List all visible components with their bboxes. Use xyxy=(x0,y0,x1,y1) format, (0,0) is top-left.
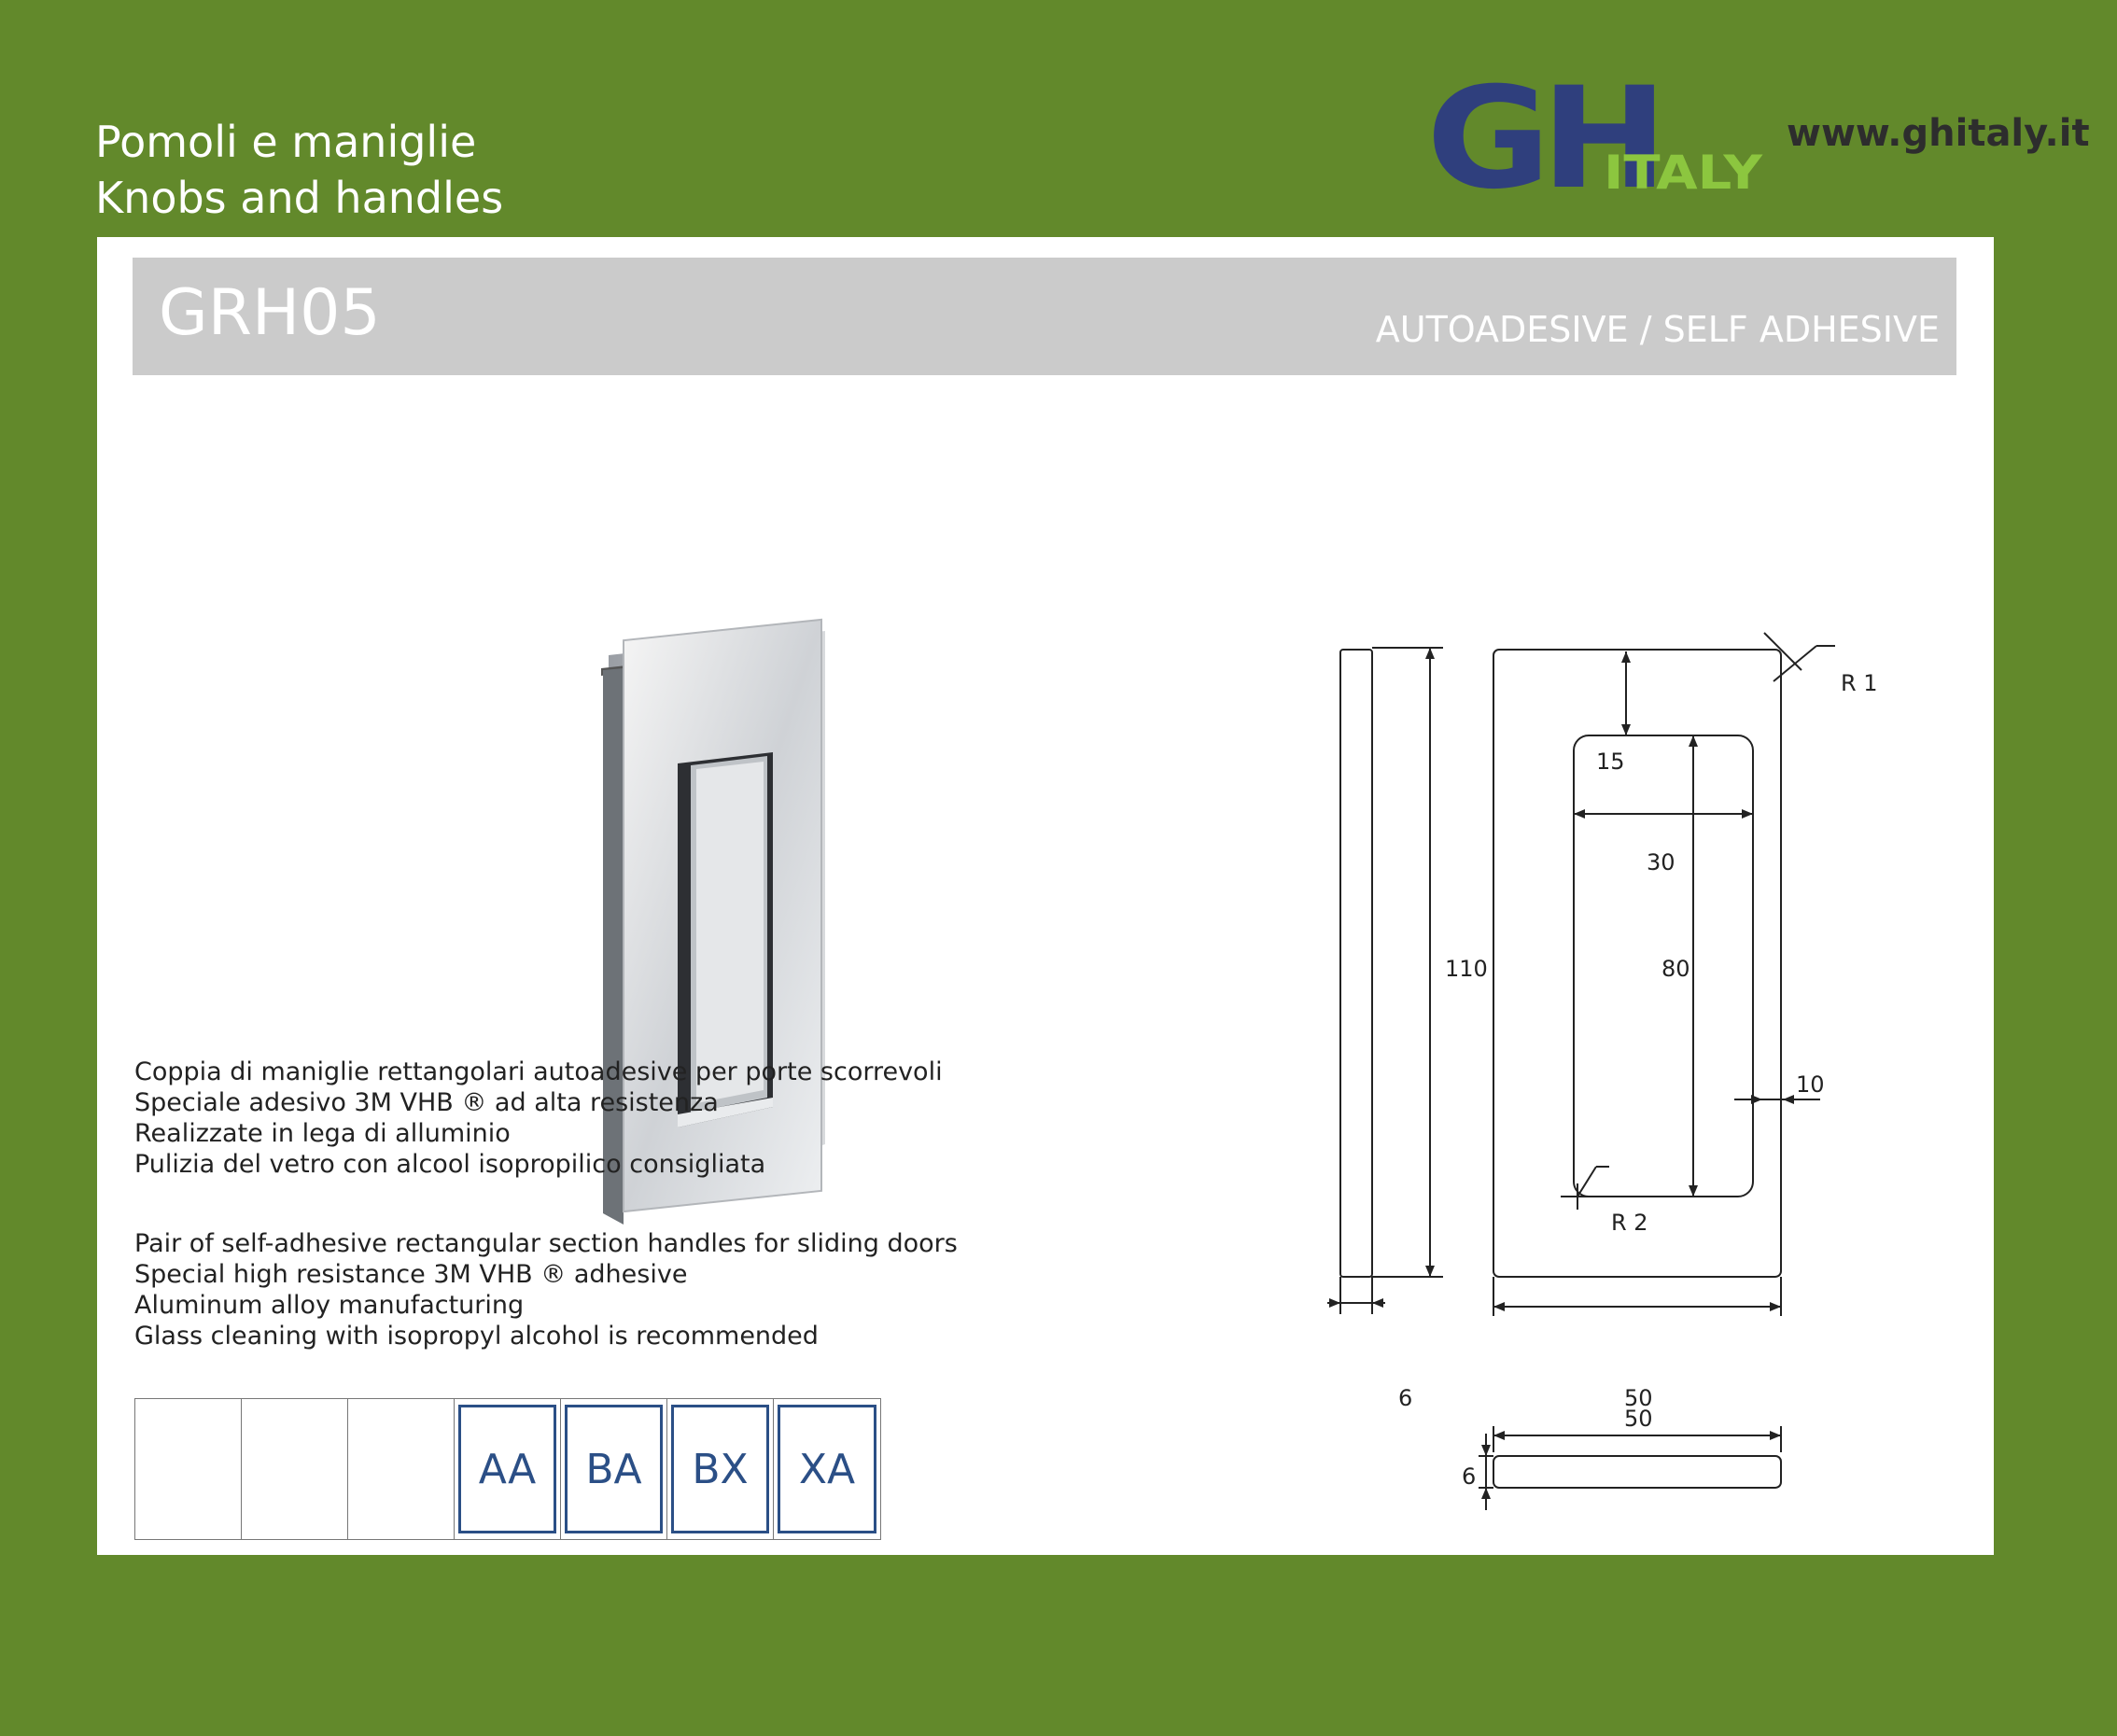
product-sheet xyxy=(97,237,1994,1555)
dim-outer-radius: R 1 xyxy=(1841,670,1878,696)
category-heading xyxy=(95,114,503,226)
dim-inner-radius: R 2 xyxy=(1611,1210,1648,1236)
finish-swatches xyxy=(134,1398,881,1540)
description-italian xyxy=(134,1057,943,1180)
dim-front-width: 50 xyxy=(1624,1385,1653,1411)
finish-code: BA xyxy=(565,1405,663,1533)
category-italian: Pomoli e maniglie xyxy=(95,117,477,167)
finish-slot-empty xyxy=(242,1399,348,1539)
dim-opening-height: 80 xyxy=(1661,956,1690,982)
gh-italy-logo xyxy=(1426,58,1763,220)
finish-slot-ba xyxy=(561,1399,667,1539)
title-bar xyxy=(133,258,1956,375)
dim-bottom-thickness: 6 xyxy=(1462,1463,1477,1490)
finish-slot-bx xyxy=(667,1399,774,1539)
description-line: Glass cleaning with isopropyl alcohol is recommended xyxy=(134,1322,819,1351)
description-line: Pair of self-adhesive rectangular section handles for sliding doors xyxy=(134,1229,958,1258)
description-line: Speciale adesivo 3M VHB ® ad alta resistenza xyxy=(134,1088,719,1117)
description-line: Special high resistance 3M VHB ® adhesive xyxy=(134,1260,688,1289)
finish-slot-aa xyxy=(455,1399,561,1539)
finish-slot-xa xyxy=(774,1399,880,1539)
description-line: Coppia di maniglie rettangolari autoadesive per porte scorrevoli xyxy=(134,1057,943,1086)
website-link[interactable]: www.ghitaly.it xyxy=(1787,112,2090,155)
product-code: GRH05 xyxy=(159,276,381,350)
description-line: Realizzate in lega di alluminio xyxy=(134,1119,511,1148)
description-line: Aluminum alloy manufacturing xyxy=(134,1291,525,1320)
logo-letters: GH xyxy=(1426,58,1658,220)
description-line: Pulizia del vetro con alcool isopropilico consigliata xyxy=(134,1150,766,1179)
description-english xyxy=(134,1228,958,1351)
logo-subtext: ITALY xyxy=(1604,146,1763,200)
dim-side-height: 110 xyxy=(1445,956,1488,982)
product-type: AUTOADESIVE / SELF ADHESIVE xyxy=(1375,309,1940,350)
dim-top-border: 15 xyxy=(1596,749,1625,775)
finish-code: AA xyxy=(458,1405,556,1533)
dim-side-border: 10 xyxy=(1796,1071,1825,1098)
bottom-view-outline xyxy=(1493,1456,1781,1488)
technical-drawing xyxy=(1312,409,1984,1490)
dim-bottom-width: 50 xyxy=(1624,1406,1653,1432)
finish-slot-empty xyxy=(135,1399,242,1539)
dim-side-thickness: 6 xyxy=(1398,1385,1413,1411)
front-view-outline xyxy=(1493,650,1781,1277)
dim-opening-width: 30 xyxy=(1647,849,1675,875)
side-view-outline xyxy=(1340,650,1372,1277)
finish-code: BX xyxy=(671,1405,769,1533)
finish-code: XA xyxy=(778,1405,876,1533)
category-english: Knobs and handles xyxy=(95,173,504,223)
finish-slot-empty xyxy=(348,1399,455,1539)
